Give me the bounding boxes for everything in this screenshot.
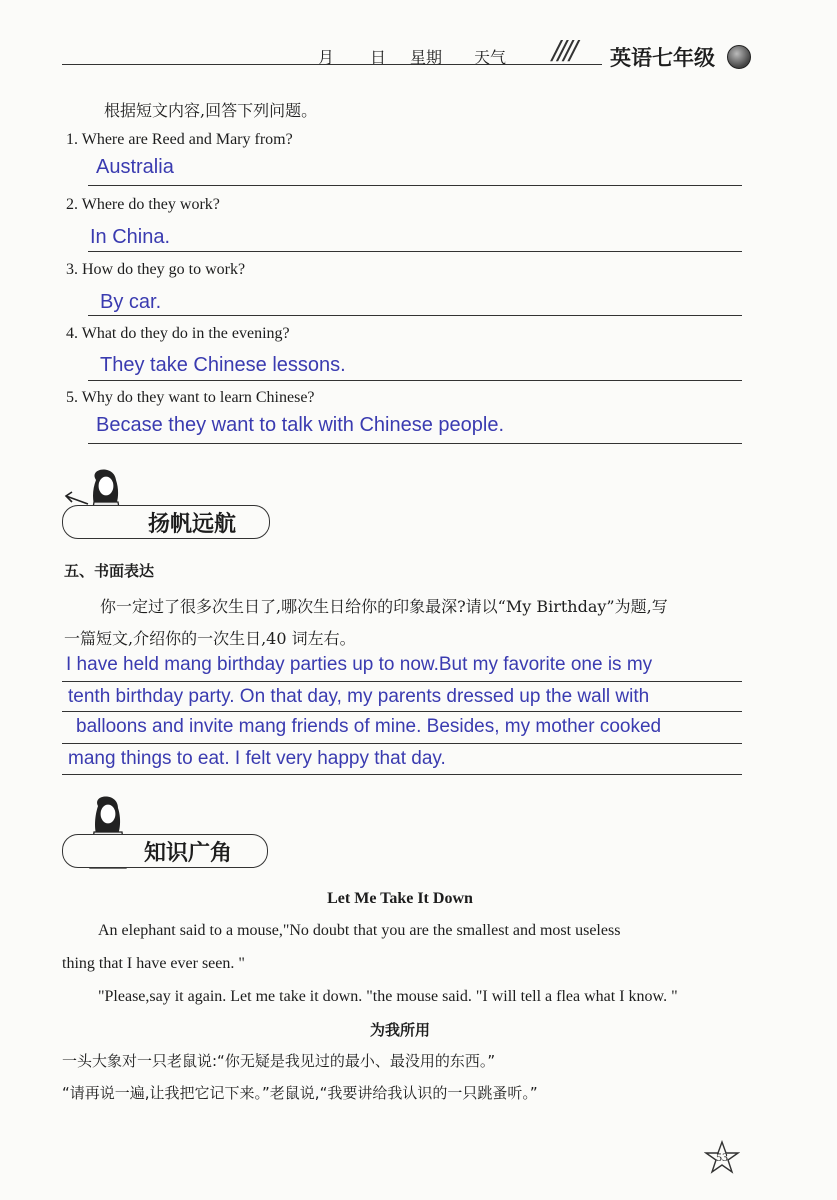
knowledge-title: 知识广角	[144, 841, 233, 866]
answer-4: They take Chinese lessons.	[100, 354, 346, 376]
answer-3: By car.	[100, 291, 162, 313]
writing-prompt-line2: 一篇短文,介绍你的一次生日,40 词左右。	[64, 629, 356, 648]
answer-5: Becase they want to talk with Chinese people.	[96, 414, 505, 436]
story-para1-line2: thing that I have ever seen. "	[62, 955, 245, 972]
header-month: 月	[318, 48, 335, 67]
essay-line-3: balloons and invite mang friends of mine. Besides, my mother cooked	[76, 716, 662, 737]
answer-1: Australia	[96, 156, 174, 178]
header-rule	[62, 64, 602, 65]
story-zh-line2: “请再说一遍,让我把它记下来。”老鼠说,“我要讲给我认识的一只跳蚤听。”	[62, 1084, 538, 1102]
question-2: 2. Where do they work?	[66, 196, 220, 213]
essay-rule	[62, 681, 742, 682]
essay-line-4: mang things to eat. I felt very happy that day.	[68, 748, 446, 769]
reading-instruction: 根据短文内容,回答下列问题。	[104, 101, 318, 120]
writing-heading: 五、书面表达	[64, 562, 155, 580]
book-title: 英语七年级	[610, 46, 715, 70]
question-5: 5. Why do they want to learn Chinese?	[66, 389, 315, 406]
header-weekday: 星期	[410, 48, 443, 67]
essay-rule	[62, 743, 742, 744]
header-slashes: ////	[552, 36, 576, 66]
story-para1-line1: An elephant said to a mouse,"No doubt that you are the smallest and most useless	[98, 922, 621, 939]
header-weather: 天气	[474, 48, 507, 67]
story-para2: "Please,say it again. Let me take it down. "the mouse said. "I will tell a flea what I know. "	[98, 988, 678, 1005]
story-title: Let Me Take It Down	[327, 890, 473, 907]
answer-line	[88, 315, 742, 316]
story-zh-title: 为我所用	[369, 1021, 430, 1039]
question-1: 1. Where are Reed and Mary from?	[66, 131, 293, 148]
answer-2: In China.	[90, 226, 171, 248]
question-3: 3. How do they go to work?	[66, 261, 246, 278]
essay-line-2: tenth birthday party. On that day, my parents dressed up the wall with	[68, 686, 650, 707]
essay-line-1: I have held mang birthday parties up to now.But my favorite one is my	[66, 654, 653, 675]
essay-rule	[62, 711, 742, 712]
answer-line	[88, 380, 742, 381]
story-zh-line1: 一头大象对一只老鼠说:“你无疑是我见过的最小、最没用的东西。”	[62, 1052, 496, 1070]
answer-line	[88, 251, 742, 252]
header-day: 日	[370, 48, 387, 67]
essay-rule	[62, 774, 742, 775]
writing-prompt-line1: 你一定过了很多次生日了,哪次生日给你的印象最深?请以“My Birthday”为题,写	[100, 597, 668, 616]
globe-icon	[727, 45, 751, 69]
question-4: 4. What do they do in the evening?	[66, 325, 290, 342]
answer-line	[88, 185, 742, 186]
page-number: 53	[716, 1150, 728, 1164]
sail-title: 扬帆远航	[148, 512, 237, 537]
answer-line	[88, 443, 742, 444]
